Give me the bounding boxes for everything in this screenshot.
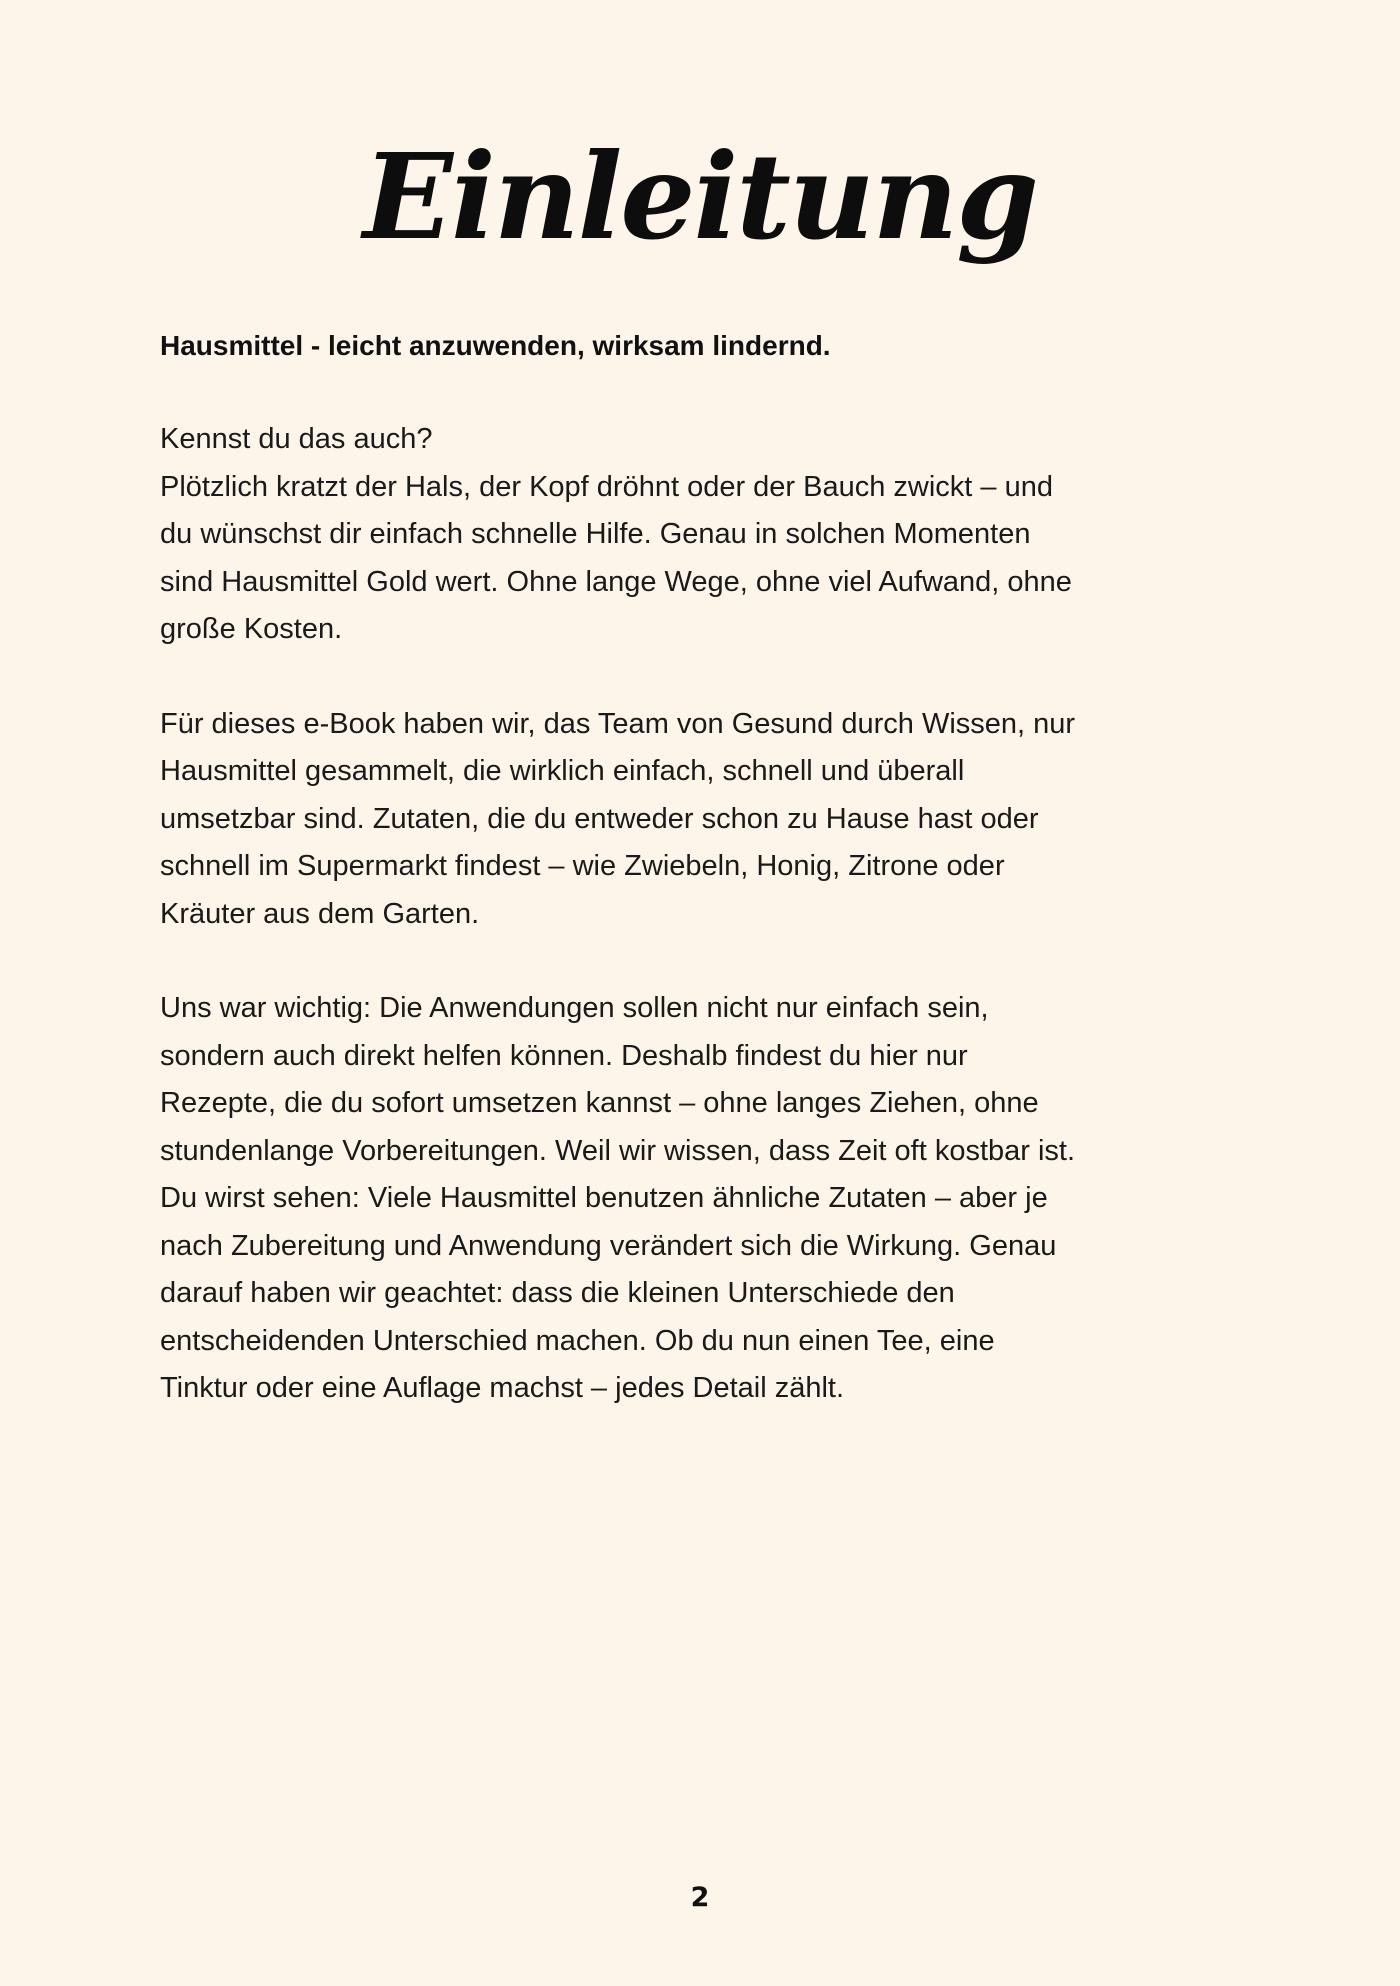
text-line: Uns war wichtig: Die Anwendungen sollen nicht nur einfach sein, <box>160 992 989 1024</box>
text-line: sind Hausmittel Gold wert. Ohne lange Wege, ohne viel Aufwand, ohne <box>160 565 1072 598</box>
text-line: große Kosten. <box>160 613 343 645</box>
text-line: Kennst du das auch? <box>160 423 433 455</box>
text-line: entscheidenden Unterschied machen. Ob du nun einen Tee, eine <box>160 1324 995 1357</box>
text-line: du wünschst dir einfach schnelle Hilfe. Genau in solchen Momenten <box>160 518 1031 550</box>
page-content <box>160 325 1250 1460</box>
text-line: stundenlange Vorbereitungen. Weil wir wissen, dass Zeit oft kostbar ist. <box>160 1134 1076 1167</box>
text-line: Du wirst sehen: Viele Hausmittel benutzen ähnliche Zutaten – aber je <box>160 1182 1048 1214</box>
ebook-description-paragraph <box>160 701 1250 939</box>
text-line: Tinktur oder eine Auflage machst – jedes Detail zählt. <box>160 1372 845 1404</box>
text-line: Plötzlich kratzt der Hals, der Kopf dröhnt oder der Bauch zwickt – und <box>160 470 1053 503</box>
text-line: Für dieses e-Book haben wir, das Team von Gesund durch Wissen, nur <box>160 707 1076 740</box>
text-line: Rezepte, die du sofort umsetzen kannst – ohne langes Ziehen, ohne <box>160 1087 1039 1119</box>
text-line: Hausmittel gesammelt, die wirklich einfach, schnell und überall <box>160 755 965 787</box>
text-line: darauf haben wir geachtet: dass die kleinen Unterschiede den <box>160 1277 955 1309</box>
page-number: 2 <box>690 1882 710 1913</box>
page-subtitle: Hausmittel - leicht anzuwenden, wirksam lindernd. <box>160 330 831 361</box>
text-line: nach Zubereitung und Anwendung verändert sich die Wirkung. Genau <box>160 1229 1057 1262</box>
approach-paragraph <box>160 985 1250 1413</box>
text-line: umsetzbar sind. Zutaten, die du entweder schon zu Hause hast oder <box>160 802 1039 835</box>
text-line: schnell im Supermarkt findest – wie Zwiebeln, Honig, Zitrone oder <box>160 850 1005 882</box>
text-line: Kräuter aus dem Garten. <box>160 897 480 930</box>
intro-paragraph <box>160 416 1250 654</box>
text-line: sondern auch direkt helfen können. Deshalb findest du hier nur <box>160 1039 968 1072</box>
page-title: Einleitung <box>363 127 1037 266</box>
